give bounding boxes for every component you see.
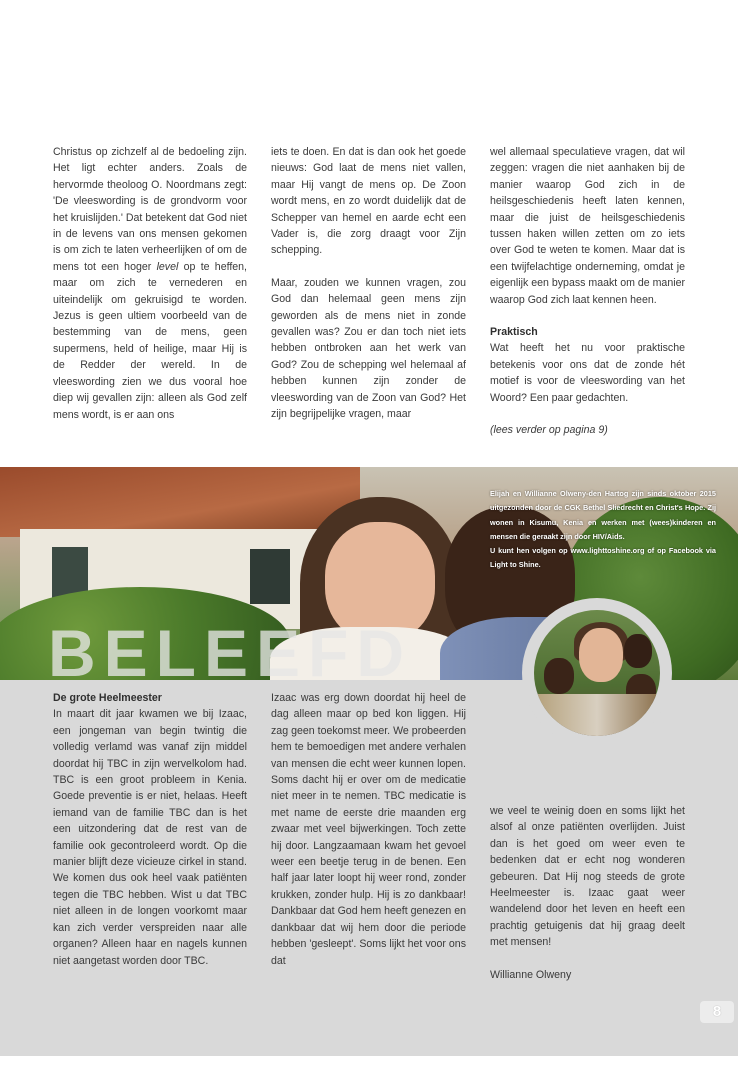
- circle-photo: [534, 610, 660, 736]
- child-face: [544, 658, 574, 694]
- top-col3-paragraph-1: wel allemaal speculatieve vragen, dat wil zeggen: vragen die niet aanhaken bij de manier waarop God zich in de heilsgeschiedenis heeft laten kennen, maar die juist de heilsgeschiedenis tussen haken willen zetten om zo iets over God te weten te komen. Maar dat is een twijfelachtige onderneming, omdat je eigenlijk een bypass maakt om de manier waarop God zich laat kennen heen.: [490, 146, 685, 306]
- photo-caption: [490, 487, 716, 573]
- text-run: op te heffen, maar om zich te vernederen en uiteindelijk om gekruisigd te worden. Jezus is geen ultiem voorbeeld van de bestemming van de mens, geen supermens, held of heilige, maar Hij is de Redder der wereld. In de vleeswording zien we dus vooral hoe diep wij gevallen zijn: alleen als God zelf mens wordt, is er aan ons: [53, 260, 248, 421]
- child-face: [624, 634, 652, 668]
- top-col3-paragraph-2: Wat heeft het nu voor praktische betekenis voor ons dat de zonde hét motief is voor de vleeswording van het Woord? Een paar gedachten.: [490, 342, 685, 404]
- top-column-2: [271, 144, 466, 423]
- top-col2-paragraph-2: Maar, zouden we kunnen vragen, zou God dan helemaal geen mens zijn geworden als de mens niet in zonde gevallen was? Zou er dan toch niet iets hebben ontbroken aan het werk van God? Zou de schepping wel helemaal af hebben kunnen zijn zonder de vleeswording van de Zoon van God? Het zijn begrijpelijke vragen, maar: [271, 276, 466, 421]
- text-run: Christus op zichzelf al de bedoeling zijn. Het ligt echter anders. Zoals de hervormde theoloog O. Noordmans zegt: 'De vleeswording is de grondvorm voor het kruislijden.' Dat betekent dat God niet in de levens van ons mensen gekomen is om zich te laten verheerlijken of om de mens tot een hoger: [53, 146, 247, 273]
- heelmeester-heading: De grote Heelmeester: [53, 692, 162, 704]
- top-col2-paragraph-1: iets te doen. En dat is dan ook het goede nieuws: God laat de mens niet vallen, maar Hij vangt de mens op. De Zoon wordt mens, en zo wordt duidelijk dat de Schepper van hemel en aarde echt een Vader is, die zorg draagt voor Zijn schepping.: [271, 146, 466, 257]
- house-roof: [0, 467, 360, 537]
- continue-note: (lees verder op pagina 9): [490, 424, 608, 437]
- author-signature: Willianne Olweny: [490, 968, 572, 981]
- page-number: 8: [700, 1001, 734, 1023]
- top-column-1: [53, 144, 247, 423]
- clothing: [534, 694, 660, 736]
- top-col1-paragraph: [53, 144, 247, 423]
- house-window: [250, 549, 290, 604]
- top-column-3: [490, 144, 685, 439]
- bottom-column-2: [271, 690, 466, 969]
- bottom-col3-paragraph: we veel te weinig doen en soms lijkt het alsof al onze patiënten overlijden. Juist dan is het goed om weer even te bedenken dat er echt nog wonderen gebeuren. Dat Hij nog steeds de grote Heelmeester is. Izaac gaat weer wandelend door het leven en heeft een prachtig getuigenis dat hij graag deelt met mensen!: [490, 805, 685, 949]
- bottom-col2-paragraph: Izaac was erg down doordat hij heel de dag alleen maar op bed kon liggen. Hij zag geen toekomst meer. We probeerden hem te bemoedigen met andere verhalen van mensen die echt weer kunnen lopen. Soms dacht hij er over om de medicatie niet meer in te nemen. TBC medicatie is met name de eerste drie maanden erg zwaar met veel bijwerkingen. Toch zette hij door. Langzaamaan kwam het gevoel weer een beetje terug in de benen. Een half jaar later loopt hij weer rond, zonder krukken, zonder hulp. Hij is zo dankbaar! Dankbaar dat God hem heeft genezen en dankbaar dat wij hem door die periode hebben 'gesleept'. Soms lijkt het voor ons dat: [271, 692, 466, 967]
- bottom-column-3: [490, 803, 685, 983]
- praktisch-heading: Praktisch: [490, 326, 538, 339]
- bottom-col1-paragraph: In maart dit jaar kwamen we bij Izaac, een jongeman van begin twintig die volledig verlamd was vanaf zijn middel doordat hij TBC in zijn wervelkolom had. TBC is een groot probleem in Kenia. Goede preventie is er niet, helaas. Heeft iemand van de familie TBC dan is het een uitzondering dat de rest van de familie ook gecontroleerd wordt. Op die manier blijft deze vicieuze cirkel in stand. We komen dus ook heel vaak patiënten tegen die TBC hebben. Wist u dat TBC niet alleen in de longen voorkomt maar kan zich verder verspreiden naar alle organen? Alleen haar en nagels kunnen niet aangetast worden door TBC.: [53, 708, 247, 967]
- caption-paragraph-2: U kunt hen volgen op www.lighttoshine.org of op Facebook via Light to Shine.: [490, 546, 716, 570]
- bottom-column-1: [53, 690, 247, 969]
- caption-paragraph-1: Elijah en Willianne Olweny-den Hartog zijn sinds oktober 2015 uitgezonden door de CGK Bethel Sliedrecht en Christ's Hope. Zij wonen in Kisumu, Kenia en werken met (wees)kinderen en mensen die geraakt zijn door HIV/Aids.: [490, 489, 716, 541]
- woman-face: [579, 628, 623, 682]
- italic-text-run: level: [156, 260, 179, 273]
- section-title: BELEEFD: [48, 616, 413, 690]
